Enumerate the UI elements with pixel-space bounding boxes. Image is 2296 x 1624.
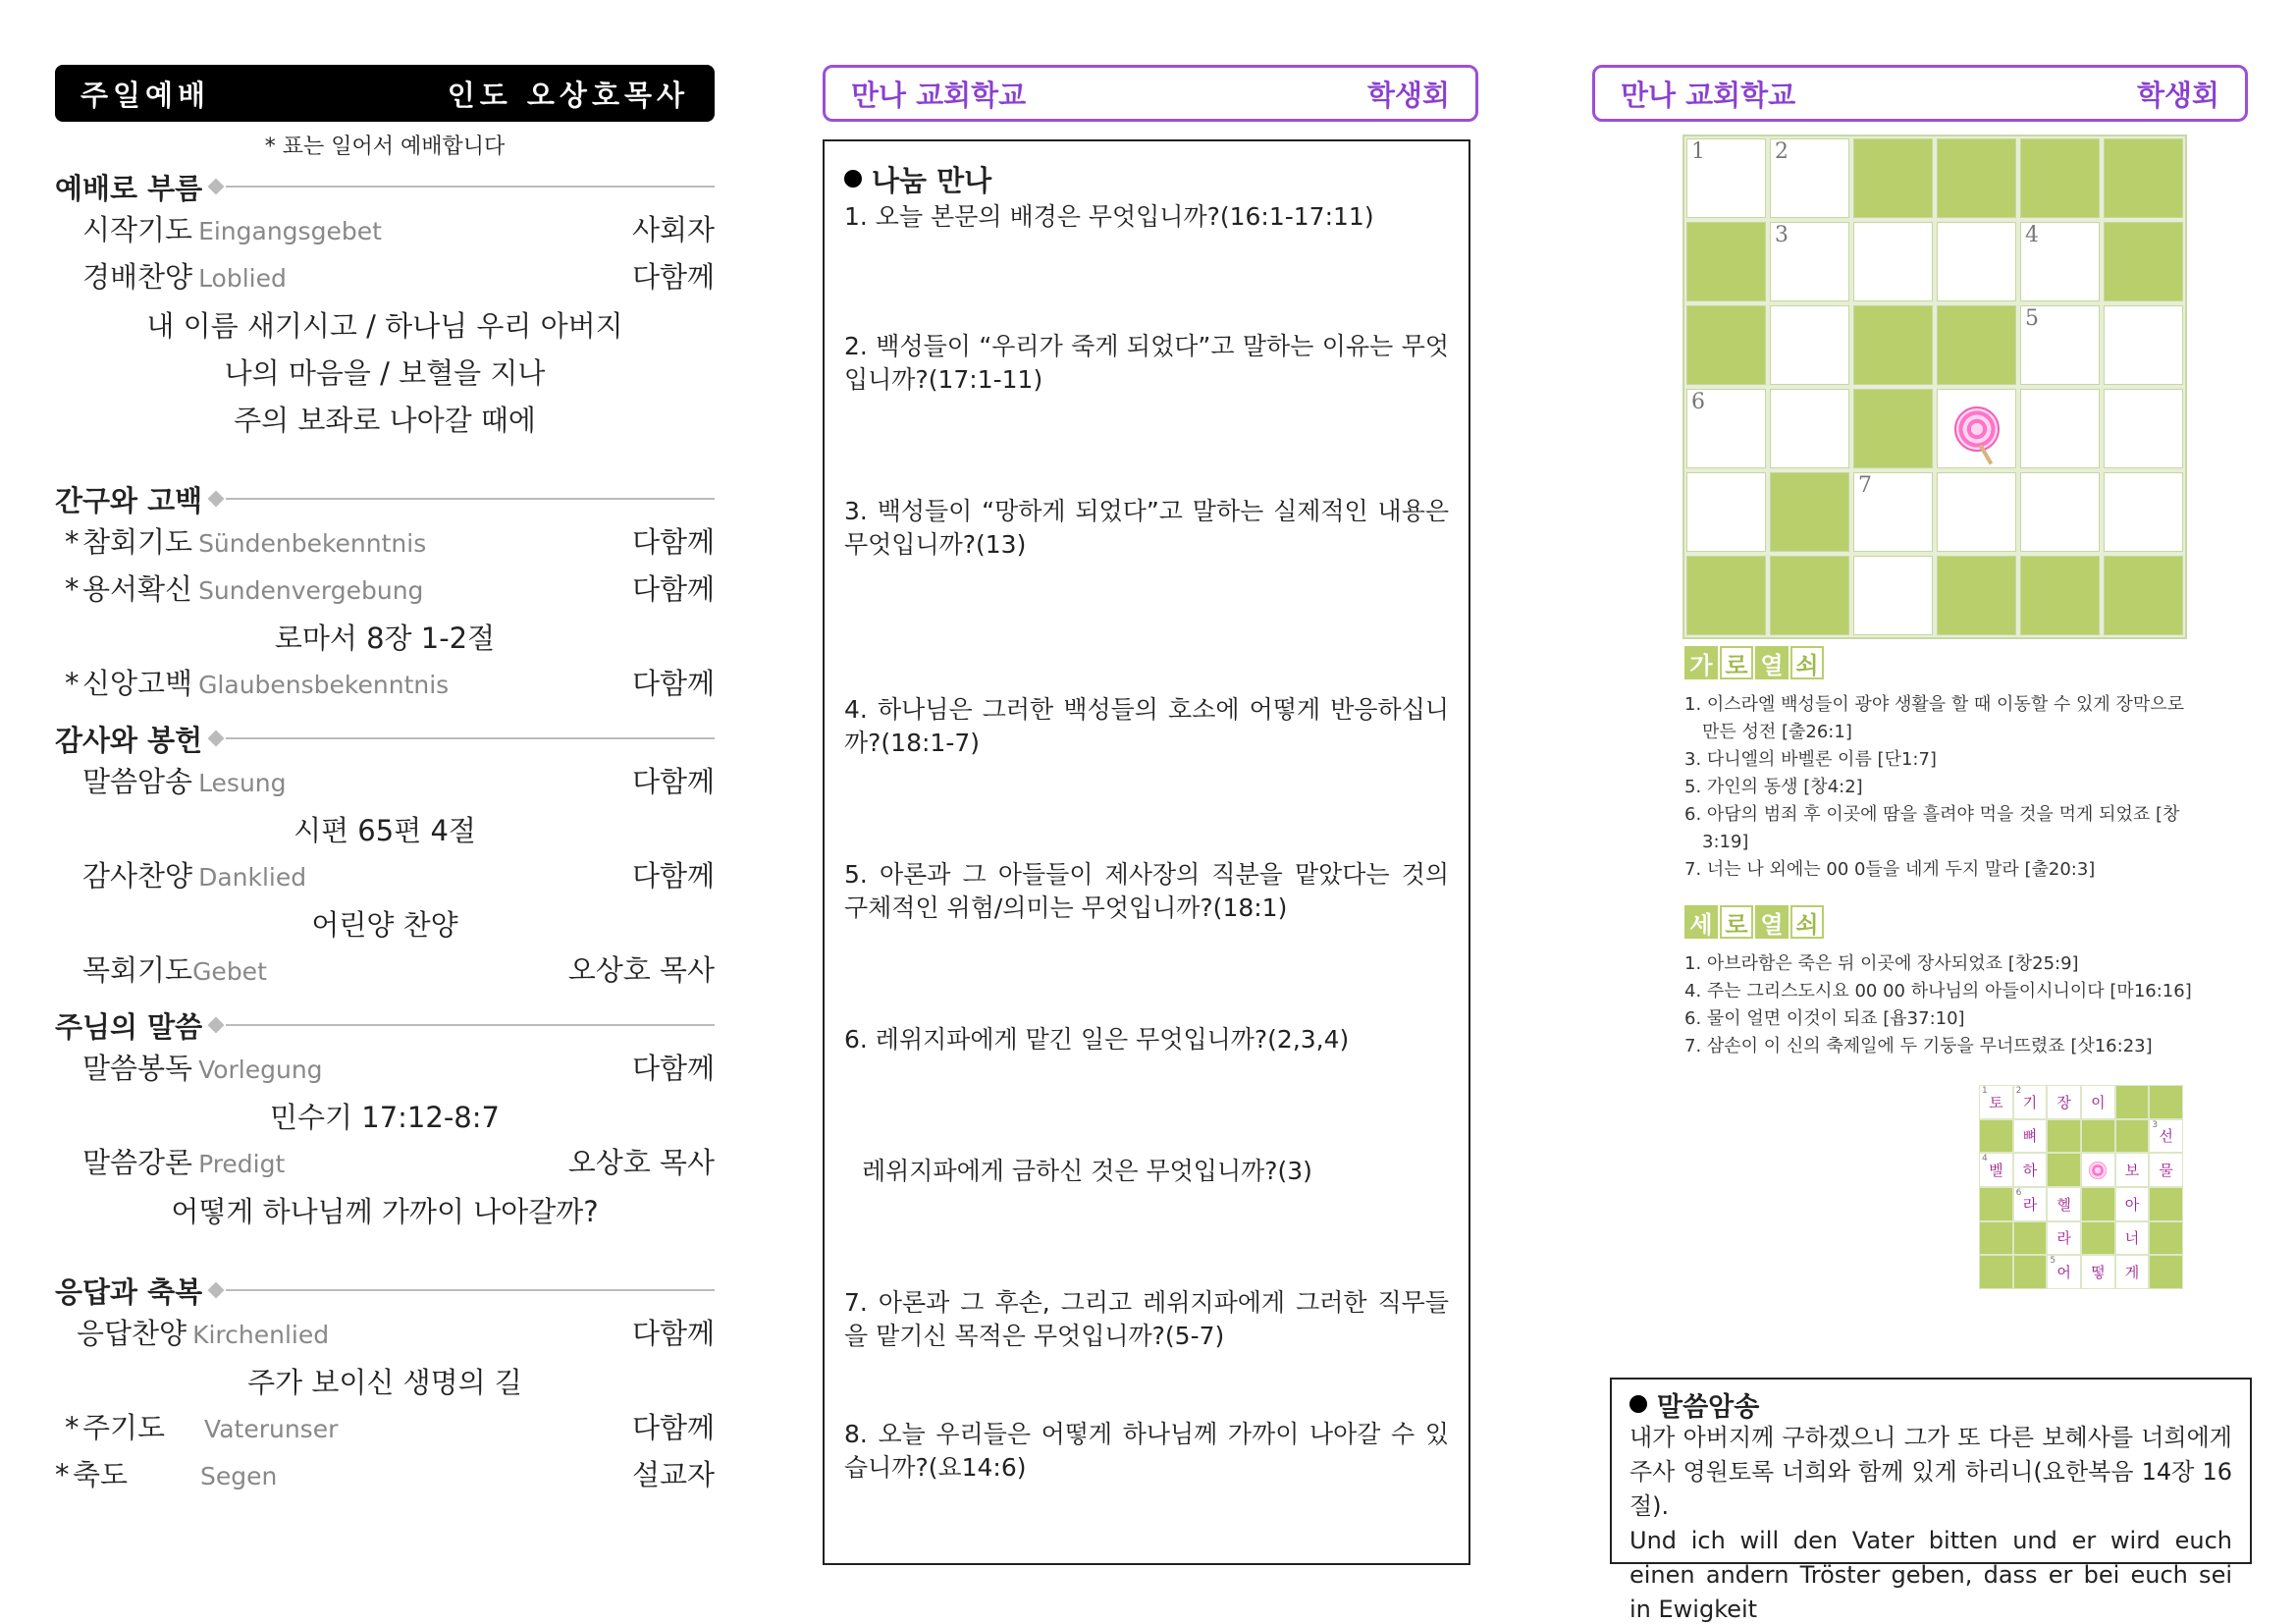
answer-letter: 헬 (2056, 1195, 2071, 1214)
crossword-cell-filled (2104, 222, 2183, 301)
section-word (55, 1003, 715, 1235)
item-repentance: * 참회기도 Sündenbekenntnis 다함께 (65, 525, 715, 559)
item-scripture-reading: 말씀봉독 Vorlegung 다함께 (82, 1052, 715, 1085)
diamond-icon (208, 179, 225, 195)
answer-cell (1980, 1188, 2012, 1220)
lyric-line: 나의 마음을 / 보혈을 지나 (224, 356, 546, 390)
answer-number: 3 (2152, 1119, 2159, 1130)
answer-cell (2116, 1222, 2149, 1255)
crossword-cell-filled (1937, 305, 2016, 385)
answer-cell (2082, 1188, 2114, 1220)
down-heading: 세 로 열 쇠 (1684, 905, 1824, 939)
answer-letter: 물 (2159, 1162, 2173, 1180)
item-pastoral-prayer: 목회기도Gebet 오상호 목사 (82, 953, 715, 987)
crossword-cell-filled (2104, 556, 2183, 635)
answer-cell (2048, 1086, 2080, 1118)
crossword-cell (1686, 472, 1766, 552)
across-clues (1684, 691, 2195, 884)
answer-cell (2014, 1256, 2047, 1288)
section-title: 감사와 봉헌 (55, 717, 715, 760)
answer-cell (2150, 1256, 2182, 1288)
group-name: 학생회 (2136, 78, 2219, 112)
question: 8. 오늘 우리들은 어떻게 하나님께 가까이 나아갈 수 있습니까?(요14:6) (844, 1420, 1449, 1482)
item-reading: 말씀암송 Lesung 다함께 (82, 765, 715, 798)
crossword-cell (1853, 472, 1933, 552)
crossword-grid (1682, 135, 2187, 639)
answer-cell (2048, 1154, 2080, 1186)
crossword-cell-filled (2020, 138, 2100, 218)
section-title: 간구와 고백 (55, 477, 715, 520)
clue-number: 4 (2025, 223, 2039, 247)
memory-title: 말씀암송 (1629, 1387, 2232, 1421)
answer-cell (2048, 1188, 2080, 1220)
clue: 5. 가인의 동생 [창4:2] (1684, 777, 1863, 797)
answer-cell (2116, 1120, 2149, 1153)
section-title: 응답과 축복 (55, 1269, 715, 1312)
answer-cell (2048, 1256, 2080, 1288)
answer-letter: 너 (2124, 1229, 2140, 1248)
crossword-cell (1770, 389, 1849, 468)
clue-number: 6 (1691, 390, 1705, 414)
question: 4. 하나님은 그러한 백성들의 호소에 어떻게 반응하십니까?(18:1-7) (844, 695, 1449, 757)
answer-letter: 보 (2124, 1162, 2140, 1180)
crossword-cell-filled (1937, 138, 2016, 218)
section-offering (55, 717, 715, 996)
answer-letter: 토 (1989, 1093, 2003, 1111)
clue-number: 1 (1691, 139, 1705, 164)
stand-note: * 표는 일어서 예배합니다 (264, 135, 506, 159)
answer-cell (2116, 1188, 2149, 1220)
answer-number: 6 (2015, 1188, 2022, 1198)
answer-cell (2116, 1154, 2149, 1186)
question: 1. 오늘 본문의 배경은 무엇입니까?(16:1-17:11) (844, 202, 1374, 231)
crossword-cell (1770, 305, 1849, 385)
question: 5. 아론과 그 아들들이 제사장의 직분을 맡았다는 것의 구체적인 위험/의미는 무엇입니까?(18:1) (844, 860, 1449, 922)
lyric-line: 주의 보좌로 나아갈 때에 (234, 404, 536, 437)
lollipop-icon (2089, 1162, 2107, 1179)
clue: 6. 물이 얼면 이것이 되죠 [욥37:10] (1684, 1008, 1965, 1029)
crossword-cell (1770, 222, 1849, 301)
answer-cell (2048, 1222, 2080, 1255)
answer-number: 1 (1982, 1086, 1988, 1096)
answer-cell (2116, 1256, 2149, 1288)
clue: 3. 다니엘의 바벨론 이름 [단1:7] (1684, 749, 1937, 770)
crossword-cell-filled (2104, 138, 2183, 218)
sharing-title: 나눔 만나 (844, 159, 1449, 198)
answer-cell (2150, 1086, 2182, 1118)
item-opening-prayer: 시작기도 Eingangsgebet 사회자 (82, 213, 715, 246)
manna-header-right (1592, 65, 2248, 122)
answer-cell (1980, 1222, 2012, 1255)
answer-number: 2 (2015, 1086, 2022, 1096)
answer-letter: 뼈 (2022, 1127, 2038, 1146)
section-title: 주님의 말씀 (55, 1003, 715, 1047)
question: 2. 백성들이 “우리가 죽게 되었다”고 말하는 이유는 무엇입니까?(17:1-11) (844, 332, 1449, 394)
song-title: 어린양 찬양 (311, 908, 458, 942)
answer-cell (2116, 1086, 2149, 1118)
item-sermon: 말씀강론 Predigt 오상호 목사 (82, 1146, 715, 1179)
crossword-cell-filled (2020, 556, 2100, 635)
scripture-reference: 시편 65편 4절 (294, 814, 476, 847)
diamond-icon (208, 1282, 225, 1299)
crossword-cell-filled (1770, 472, 1849, 552)
crossword-cell-filled (1853, 138, 1933, 218)
crossword-cell-filled (1853, 389, 1933, 468)
section-response (55, 1269, 715, 1500)
memory-verse-box (1610, 1378, 2252, 1623)
diamond-icon (208, 1017, 225, 1034)
scripture-reference: 민수기 17:12-8:7 (270, 1101, 500, 1134)
crossword-cell (1937, 222, 2016, 301)
crossword-cell (1937, 389, 2016, 468)
item-hymn: 응답찬양 Kirchenlied 다함께 (77, 1317, 715, 1350)
answer-number: 4 (1982, 1154, 1988, 1164)
answer-letter: 어 (2056, 1264, 2071, 1282)
school-name: 만나 교회학교 (851, 78, 1027, 112)
answer-cell (2014, 1188, 2047, 1220)
diamond-icon (208, 491, 225, 508)
item-blessing: * 축도 Segen 설교자 (55, 1458, 715, 1491)
crossword-cell (2104, 305, 2183, 385)
answer-letter: 라 (2056, 1229, 2071, 1248)
answer-letter: 기 (2022, 1093, 2038, 1111)
across-heading: 가 로 열 쇠 (1684, 646, 1824, 679)
crossword-cell-filled (1686, 222, 1766, 301)
item-assurance: * 용서확신 Sundenvergebung 다함께 (65, 572, 715, 606)
item-lords-prayer: * 주기도 Vaterunser 다함께 (65, 1411, 715, 1444)
crossword-cell-filled (1770, 556, 1849, 635)
manna-header (823, 65, 1478, 122)
crossword-cell (1937, 472, 2016, 552)
crossword-cell (1686, 389, 1766, 468)
bullet-icon (844, 170, 862, 188)
clue-number: 2 (1775, 139, 1789, 164)
answer-cell (2014, 1120, 2047, 1153)
answer-cell (2014, 1154, 2047, 1186)
item-thanks-song: 감사찬양 Danklied 다함께 (82, 859, 715, 893)
clue: 7. 삼손이 이 신의 축제일에 두 기둥을 무너뜨렸죠 [삿16:23] (1684, 1036, 2153, 1056)
answer-letter: 떻 (2091, 1264, 2106, 1282)
memory-german: Und ich will den Vater bitten und er wird euch einen andern Tröster geben, dass er bei euch sei in Ewigkeit (1629, 1527, 2232, 1623)
answer-cell (2082, 1154, 2114, 1186)
answer-cell (2048, 1120, 2080, 1153)
answer-letter: 벨 (1989, 1162, 2003, 1180)
answer-cell (1980, 1154, 2012, 1186)
crossword-cell (1853, 222, 1933, 301)
section-confession (55, 477, 715, 709)
crossword-cell (1770, 138, 1849, 218)
answer-cell (2150, 1222, 2182, 1255)
answer-cell (2082, 1120, 2114, 1153)
answer-cell (2082, 1256, 2114, 1288)
answer-letter: 선 (2159, 1127, 2173, 1146)
answer-cell (2082, 1086, 2114, 1118)
clue: 7. 너는 나 외에는 00 0들을 네게 두지 말라 [출20:3] (1684, 859, 2096, 880)
clue: 1. 이스라엘 백성들이 광야 생활을 할 때 이동할 수 있게 장막으로 만든 성전 [출26:1] (1684, 694, 2185, 742)
item-praise: 경배찬양 Loblied 다함께 (82, 260, 715, 294)
lyric-line: 내 이름 새기시고 / 하나님 우리 아버지 (146, 309, 623, 343)
answer-cell (1980, 1256, 2012, 1288)
clue-number: 5 (2025, 306, 2039, 331)
clue-number: 3 (1775, 223, 1789, 247)
diamond-icon (208, 731, 225, 747)
bullet-icon (1629, 1395, 1647, 1413)
section-call (55, 165, 715, 444)
worship-title: 주일예배 (80, 78, 211, 112)
answer-cell (2014, 1222, 2047, 1255)
lollipop-icon (1954, 406, 2000, 452)
worship-leader: 인도 오상호목사 (447, 78, 689, 112)
hymn-title: 주가 보이신 생명의 길 (247, 1366, 522, 1399)
answer-letter: 라 (2022, 1195, 2038, 1214)
crossword-cell (2104, 389, 2183, 468)
answer-letter: 하 (2022, 1162, 2038, 1180)
clue: 1. 아브라함은 죽은 뒤 이곳에 장사되었죠 [창25:9] (1684, 953, 2079, 974)
sharing-box (823, 139, 1470, 1565)
answer-letter: 게 (2124, 1264, 2140, 1282)
answer-cell (2082, 1222, 2114, 1255)
answer-letter: 아 (2124, 1195, 2140, 1214)
question: 7. 아론과 그 후손, 그리고 레위지파에게 그러한 직무들을 맡기신 목적은 무엇입니까?(5-7) (844, 1288, 1449, 1350)
answer-letter: 이 (2091, 1093, 2106, 1111)
crossword-cell-filled (1686, 305, 1766, 385)
crossword-cell-filled (1853, 305, 1933, 385)
group-name: 학생회 (1366, 78, 1450, 112)
crossword-cell (1853, 556, 1933, 635)
answer-cell (1980, 1120, 2012, 1153)
section-title: 예배로 부름 (55, 165, 715, 208)
crossword-cell (2104, 472, 2183, 552)
crossword-cell (2020, 472, 2100, 552)
crossword-cell (2020, 305, 2100, 385)
answer-grid (1979, 1085, 2183, 1289)
clue: 6. 아담의 범죄 후 이곳에 땀을 흘려야 먹을 것을 먹게 되었죠 [창3:19] (1684, 804, 2180, 852)
down-clues (1684, 950, 2195, 1060)
answer-cell (2014, 1086, 2047, 1118)
crossword-cell-filled (1686, 556, 1766, 635)
crossword-cell-filled (1937, 556, 2016, 635)
scripture-reference: 로마서 8장 1-2절 (274, 622, 496, 655)
crossword-cell (1686, 138, 1766, 218)
answer-number: 5 (2050, 1256, 2056, 1267)
clue-number: 7 (1858, 473, 1872, 498)
answer-letter: 장 (2056, 1093, 2071, 1111)
crossword-cell (2020, 389, 2100, 468)
question: 3. 백성들이 “망하게 되었다”고 말하는 실제적인 내용은 무엇입니까?(13) (844, 497, 1449, 559)
answer-cell (2150, 1154, 2182, 1186)
item-creed: * 신앙고백 Glaubensbekenntnis 다함께 (65, 667, 715, 700)
question: 레위지파에게 금하신 것은 무엇입니까?(3) (862, 1157, 1312, 1185)
crossword-cell (2020, 222, 2100, 301)
clue: 4. 주는 그리스도시요 00 00 하나님의 아들이시니이다 [마16:16] (1684, 981, 2192, 1001)
answer-cell (2150, 1188, 2182, 1220)
worship-order (55, 65, 715, 1500)
worship-header (55, 65, 715, 122)
memory-korean: 내가 아버지께 구하겠으니 그가 또 다른 보혜사를 너희에게 주사 영원토록 너희와 함께 있게 하리니(요한복음 14장 16절). (1629, 1424, 2232, 1520)
answer-cell (1980, 1086, 2012, 1118)
answer-cell (2150, 1120, 2182, 1153)
sermon-title: 어떻게 하나님께 가까이 나아갈까? (171, 1195, 599, 1228)
school-name: 만나 교회학교 (1621, 78, 1796, 112)
question: 6. 레위지파에게 맡긴 일은 무엇입니까?(2,3,4) (844, 1025, 1350, 1054)
